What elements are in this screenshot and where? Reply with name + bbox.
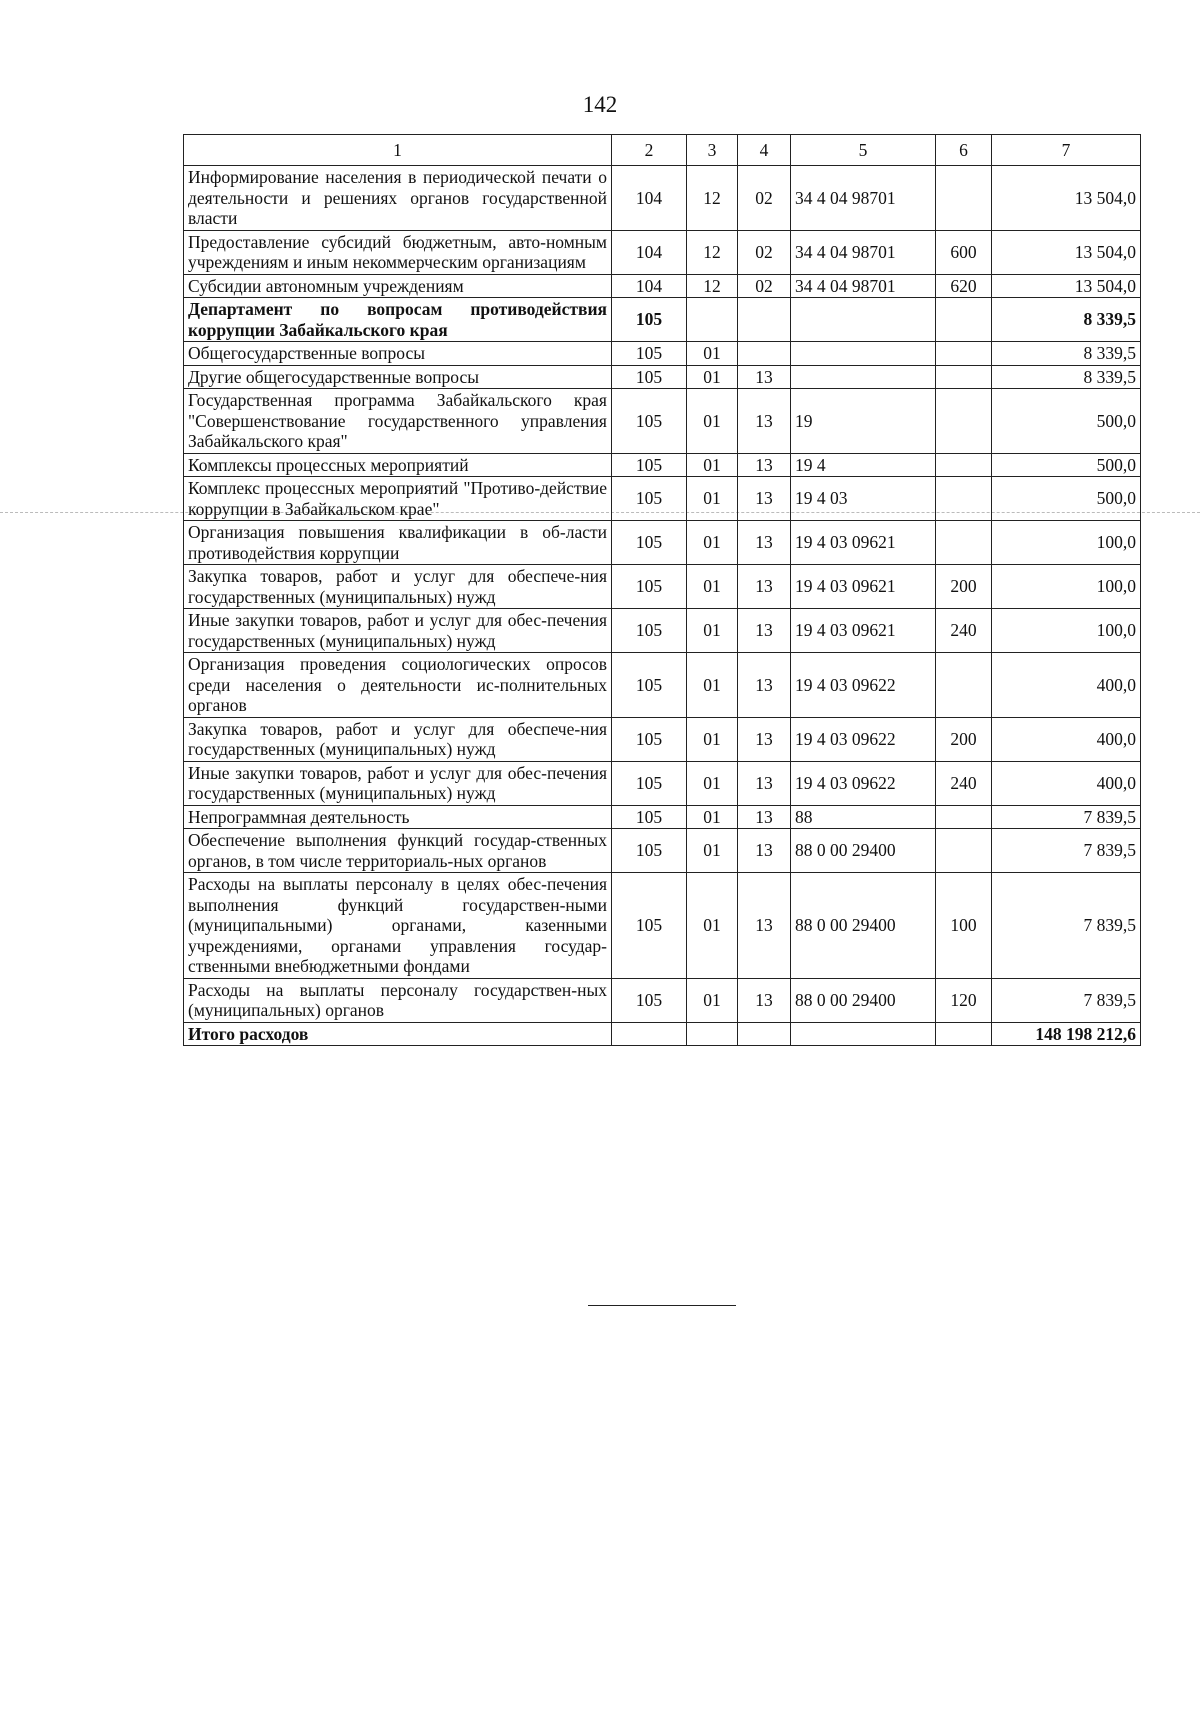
cell-col4: 13 (738, 609, 791, 653)
cell-col7: 8 339,5 (992, 365, 1141, 389)
table-row (184, 298, 1141, 342)
cell-col6: 240 (936, 761, 992, 805)
cell-col2: 105 (612, 829, 687, 873)
cell-col6 (936, 342, 992, 366)
cell-col2: 105 (612, 389, 687, 454)
cell-col2: 105 (612, 342, 687, 366)
cell-col2: 105 (612, 365, 687, 389)
cell-col5: 88 0 00 29400 (791, 829, 936, 873)
cell-name: Расходы на выплаты персоналу государствен-ных (муниципальных) органов (184, 978, 612, 1022)
cell-col5: 19 4 (791, 453, 936, 477)
column-header: 5 (791, 135, 936, 166)
column-header: 1 (184, 135, 612, 166)
table-row (184, 565, 1141, 609)
cell-col7: 400,0 (992, 717, 1141, 761)
cell-col6 (936, 477, 992, 521)
table-row (184, 389, 1141, 454)
table-row (184, 477, 1141, 521)
cell-col2: 104 (612, 230, 687, 274)
cell-col5: 19 4 03 09621 (791, 521, 936, 565)
column-header: 4 (738, 135, 791, 166)
cell-col4 (738, 342, 791, 366)
cell-col2: 105 (612, 565, 687, 609)
table-row (184, 805, 1141, 829)
cell-col4: 13 (738, 365, 791, 389)
cell-col3: 01 (687, 761, 738, 805)
cell-col5: 34 4 04 98701 (791, 230, 936, 274)
cell-col6 (936, 805, 992, 829)
table-row (184, 717, 1141, 761)
cell-col6 (936, 1022, 992, 1046)
table-row (184, 166, 1141, 231)
cell-name: Государственная программа Забайкальского края "Совершенствование государственного управления Забайкальского края" (184, 389, 612, 454)
cell-col3: 01 (687, 873, 738, 979)
cell-col3: 01 (687, 609, 738, 653)
cell-col2: 105 (612, 477, 687, 521)
cell-col2: 105 (612, 717, 687, 761)
cell-col2: 105 (612, 873, 687, 979)
table-row (184, 1022, 1141, 1046)
cell-col5 (791, 298, 936, 342)
cell-col7: 13 504,0 (992, 230, 1141, 274)
cell-col2: 104 (612, 274, 687, 298)
cell-col5: 88 (791, 805, 936, 829)
cell-col4: 02 (738, 166, 791, 231)
cell-col6 (936, 521, 992, 565)
column-header: 3 (687, 135, 738, 166)
cell-col4: 13 (738, 653, 791, 718)
cell-col4: 13 (738, 978, 791, 1022)
cell-col3: 01 (687, 342, 738, 366)
cell-col5: 34 4 04 98701 (791, 274, 936, 298)
cell-col2: 105 (612, 453, 687, 477)
cell-name: Предоставление субсидий бюджетным, авто-номным учреждениям и иным некоммерческим организациям (184, 230, 612, 274)
cell-col4: 02 (738, 274, 791, 298)
cell-col5: 34 4 04 98701 (791, 166, 936, 231)
cell-col7: 8 339,5 (992, 342, 1141, 366)
cell-name: Непрограммная деятельность (184, 805, 612, 829)
cell-col3: 01 (687, 805, 738, 829)
cell-col3: 01 (687, 453, 738, 477)
table-row (184, 829, 1141, 873)
cell-name: Комплексы процессных мероприятий (184, 453, 612, 477)
table-row (184, 653, 1141, 718)
cell-col4: 13 (738, 565, 791, 609)
cell-col6 (936, 453, 992, 477)
cell-col2: 105 (612, 609, 687, 653)
cell-col7: 7 839,5 (992, 805, 1141, 829)
cell-col7: 13 504,0 (992, 166, 1141, 231)
cell-col7: 100,0 (992, 565, 1141, 609)
cell-col3: 12 (687, 230, 738, 274)
cell-col6 (936, 365, 992, 389)
cell-col4: 13 (738, 829, 791, 873)
cell-col6 (936, 298, 992, 342)
table-row (184, 521, 1141, 565)
cell-col5 (791, 365, 936, 389)
cell-name: Расходы на выплаты персоналу в целях обес-печения выполнения функций государствен-ными (муниципальными) органами, казенными учреждениями, органами управления государ-ственными внебюджетными фондами (184, 873, 612, 979)
cell-col4: 13 (738, 717, 791, 761)
table-row (184, 453, 1141, 477)
cell-col4: 13 (738, 873, 791, 979)
cell-col3: 12 (687, 274, 738, 298)
cell-col7: 500,0 (992, 477, 1141, 521)
cell-col3: 01 (687, 717, 738, 761)
cell-name: Итого расходов (184, 1022, 612, 1046)
cell-col4: 13 (738, 389, 791, 454)
cell-col3: 01 (687, 565, 738, 609)
cell-col5: 19 (791, 389, 936, 454)
cell-col2 (612, 1022, 687, 1046)
cell-col4: 13 (738, 805, 791, 829)
cell-name: Комплекс процессных мероприятий "Противо-действие коррупции в Забайкальском крае" (184, 477, 612, 521)
cell-col7: 100,0 (992, 521, 1141, 565)
cell-col7: 8 339,5 (992, 298, 1141, 342)
cell-col6: 620 (936, 274, 992, 298)
cell-name: Организация повышения квалификации в об-ласти противодействия коррупции (184, 521, 612, 565)
budget-table (183, 134, 1141, 1046)
cell-col6: 200 (936, 565, 992, 609)
cell-col5: 88 0 00 29400 (791, 978, 936, 1022)
cell-col6 (936, 166, 992, 231)
cell-name: Субсидии автономным учреждениям (184, 274, 612, 298)
cell-name: Закупка товаров, работ и услуг для обеспече-ния государственных (муниципальных) нужд (184, 565, 612, 609)
column-header: 2 (612, 135, 687, 166)
cell-col7: 400,0 (992, 653, 1141, 718)
cell-col5: 19 4 03 09621 (791, 565, 936, 609)
cell-col5 (791, 342, 936, 366)
cell-col6: 240 (936, 609, 992, 653)
cell-col6 (936, 829, 992, 873)
cell-col5: 19 4 03 09622 (791, 653, 936, 718)
cell-col6: 200 (936, 717, 992, 761)
cell-name: Другие общегосударственные вопросы (184, 365, 612, 389)
table-row (184, 761, 1141, 805)
cell-col4 (738, 298, 791, 342)
cell-name: Информирование населения в периодической печати о деятельности и решениях органов государственной власти (184, 166, 612, 231)
cell-col4: 02 (738, 230, 791, 274)
end-of-document-rule (588, 1305, 736, 1306)
cell-col7: 7 839,5 (992, 873, 1141, 979)
cell-col5: 19 4 03 (791, 477, 936, 521)
cell-col4 (738, 1022, 791, 1046)
cell-col3: 01 (687, 365, 738, 389)
cell-col7: 7 839,5 (992, 829, 1141, 873)
cell-col4: 13 (738, 453, 791, 477)
cell-col3: 12 (687, 166, 738, 231)
cell-col3 (687, 298, 738, 342)
cell-col2: 105 (612, 653, 687, 718)
cell-col3: 01 (687, 477, 738, 521)
cell-col5: 19 4 03 09622 (791, 717, 936, 761)
cell-col2: 105 (612, 805, 687, 829)
page-number: 142 (582, 92, 618, 117)
cell-name: Иные закупки товаров, работ и услуг для обес-печения государственных (муниципальных) нужд (184, 761, 612, 805)
cell-name: Обеспечение выполнения функций государ-ственных органов, в том числе территориаль-ных органов (184, 829, 612, 873)
cell-col6 (936, 389, 992, 454)
cell-col5: 19 4 03 09621 (791, 609, 936, 653)
cell-col2: 105 (612, 298, 687, 342)
cell-name: Департамент по вопросам противодействия коррупции Забайкальского края (184, 298, 612, 342)
cell-col2: 105 (612, 978, 687, 1022)
cell-col6: 120 (936, 978, 992, 1022)
cell-col7: 400,0 (992, 761, 1141, 805)
cell-col3 (687, 1022, 738, 1046)
cell-name: Организация проведения социологических опросов среди населения о деятельности ис-полнительных органов (184, 653, 612, 718)
table-row (184, 274, 1141, 298)
cell-col7: 7 839,5 (992, 978, 1141, 1022)
cell-col2: 105 (612, 761, 687, 805)
column-header: 7 (992, 135, 1141, 166)
cell-col5 (791, 1022, 936, 1046)
cell-col6 (936, 653, 992, 718)
cell-col6: 600 (936, 230, 992, 274)
cell-name: Иные закупки товаров, работ и услуг для обес-печения государственных (муниципальных) нужд (184, 609, 612, 653)
cell-col3: 01 (687, 389, 738, 454)
table-row (184, 342, 1141, 366)
cell-col3: 01 (687, 521, 738, 565)
column-header: 6 (936, 135, 992, 166)
cell-col3: 01 (687, 829, 738, 873)
cell-col3: 01 (687, 653, 738, 718)
cell-col7: 100,0 (992, 609, 1141, 653)
cell-col6: 100 (936, 873, 992, 979)
table-body (184, 166, 1141, 1046)
table-row (184, 230, 1141, 274)
cell-col2: 104 (612, 166, 687, 231)
table-row (184, 978, 1141, 1022)
cell-col7: 500,0 (992, 453, 1141, 477)
cell-col2: 105 (612, 521, 687, 565)
cell-name: Общегосударственные вопросы (184, 342, 612, 366)
table-row (184, 873, 1141, 979)
cell-col7: 13 504,0 (992, 274, 1141, 298)
cell-col3: 01 (687, 978, 738, 1022)
table-row (184, 609, 1141, 653)
table-header-row (184, 135, 1141, 166)
table-row (184, 365, 1141, 389)
cell-col4: 13 (738, 521, 791, 565)
cell-col7: 500,0 (992, 389, 1141, 454)
cell-col5: 88 0 00 29400 (791, 873, 936, 979)
cell-col5: 19 4 03 09622 (791, 761, 936, 805)
cell-name: Закупка товаров, работ и услуг для обеспече-ния государственных (муниципальных) нужд (184, 717, 612, 761)
cell-col4: 13 (738, 761, 791, 805)
cell-col7: 148 198 212,6 (992, 1022, 1141, 1046)
cell-col4: 13 (738, 477, 791, 521)
